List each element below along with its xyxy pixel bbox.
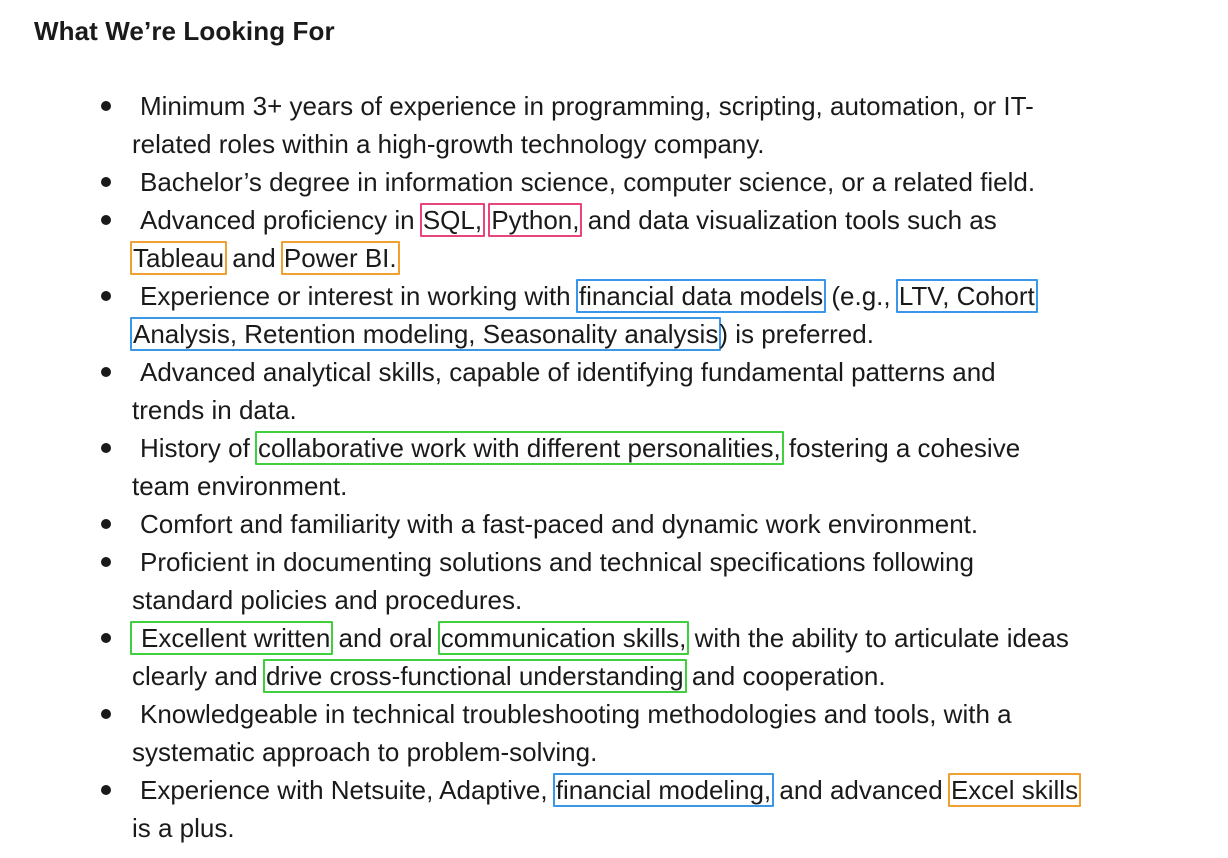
line xyxy=(132,543,1212,581)
highlight-text: Excellent written xyxy=(141,623,331,653)
line xyxy=(132,277,1212,315)
bullet-icon xyxy=(101,709,111,719)
line xyxy=(132,87,1212,125)
text: and oral xyxy=(331,623,440,653)
highlight-collaborative-work: collaborative work with different personalities, xyxy=(255,431,784,465)
text: Experience with Netsuite, Adaptive, xyxy=(140,775,555,805)
line xyxy=(132,391,1212,429)
text: and advanced xyxy=(772,775,950,805)
highlight-analysis-types: Analysis, Retention modeling, Seasonality analysis xyxy=(130,317,721,351)
bullet-icon xyxy=(101,291,111,301)
highlight-ltv-cohort: LTV, Cohort xyxy=(896,279,1038,313)
section-heading: What We’re Looking For xyxy=(34,16,335,46)
text: Experience or interest in working with xyxy=(140,281,578,311)
list-item-tools xyxy=(132,771,1212,847)
highlight-tableau: Tableau xyxy=(130,241,227,275)
text: systematic approach to problem-solving. xyxy=(132,737,598,767)
line xyxy=(132,733,1212,771)
text: standard policies and procedures. xyxy=(132,585,523,615)
highlight-sql: SQL, xyxy=(420,203,485,237)
list-item-degree xyxy=(132,163,1212,201)
requirements-list xyxy=(132,87,1212,847)
text: and cooperation. xyxy=(684,661,886,691)
bullet-icon xyxy=(101,519,111,529)
line xyxy=(132,163,1212,201)
text: History of xyxy=(140,433,258,463)
list-item-troubleshooting xyxy=(132,695,1212,771)
bullet-icon xyxy=(101,633,111,643)
text: related roles within a high-growth technology company. xyxy=(132,129,765,159)
text: Bachelor’s degree in information science, computer science, or a related field. xyxy=(140,167,1036,197)
text: with the ability to articulate ideas xyxy=(687,623,1069,653)
bullet-icon xyxy=(101,785,111,795)
text: Knowledgeable in technical troubleshooting methodologies and tools, with a xyxy=(140,699,1012,729)
list-item-financial-models xyxy=(132,277,1212,353)
text: fostering a cohesive xyxy=(781,433,1021,463)
highlight-python: Python, xyxy=(488,203,582,237)
line xyxy=(132,353,1212,391)
text: ) is preferred. xyxy=(719,319,874,349)
text: Advanced proficiency in xyxy=(140,205,422,235)
list-item-communication xyxy=(132,619,1212,695)
line xyxy=(132,505,1212,543)
text: team environment. xyxy=(132,471,348,501)
line xyxy=(132,239,1212,277)
highlight-communication-skills: communication skills, xyxy=(438,621,690,655)
text: Advanced analytical skills, capable of identifying fundamental patterns and xyxy=(140,357,996,387)
line xyxy=(132,467,1212,505)
line xyxy=(132,619,1212,657)
bullet-icon xyxy=(101,177,111,187)
line xyxy=(132,809,1212,847)
list-item-fast-paced xyxy=(132,505,1212,543)
text: Minimum 3+ years of experience in programming, scripting, automation, or IT- xyxy=(140,91,1034,121)
list-item-proficiency xyxy=(132,201,1212,277)
list-item-analytical-skills xyxy=(132,353,1212,429)
line xyxy=(132,429,1212,467)
list-item-collaboration xyxy=(132,429,1212,505)
highlight-financial-modeling: financial modeling, xyxy=(553,773,774,807)
line xyxy=(132,581,1212,619)
bullet-icon xyxy=(101,443,111,453)
text: trends in data. xyxy=(132,395,297,425)
highlight-financial-data-models: financial data models xyxy=(576,279,826,313)
list-item-experience xyxy=(132,87,1212,163)
text: Proficient in documenting solutions and technical specifications following xyxy=(140,547,974,577)
line xyxy=(132,771,1212,809)
highlight-cross-functional: drive cross-functional understanding xyxy=(263,659,687,693)
highlight-power-bi: Power BI. xyxy=(281,241,400,275)
highlight-excellent-written xyxy=(130,621,333,655)
text: is a plus. xyxy=(132,813,235,843)
text: clearly and xyxy=(132,661,265,691)
line xyxy=(132,315,1212,353)
list-item-documentation xyxy=(132,543,1212,619)
line xyxy=(132,125,1212,163)
text: Comfort and familiarity with a fast-paced and dynamic work environment. xyxy=(140,509,979,539)
text: and xyxy=(225,243,283,273)
highlight-excel-skills: Excel skills xyxy=(948,773,1081,807)
bullet-icon xyxy=(101,367,111,377)
text: and data visualization tools such as xyxy=(580,205,997,235)
line xyxy=(132,201,1212,239)
line xyxy=(132,695,1212,733)
bullet-icon xyxy=(101,215,111,225)
bullet-icon xyxy=(101,101,111,111)
bullet-icon xyxy=(101,557,111,567)
line xyxy=(132,657,1212,695)
text: (e.g., xyxy=(824,281,898,311)
